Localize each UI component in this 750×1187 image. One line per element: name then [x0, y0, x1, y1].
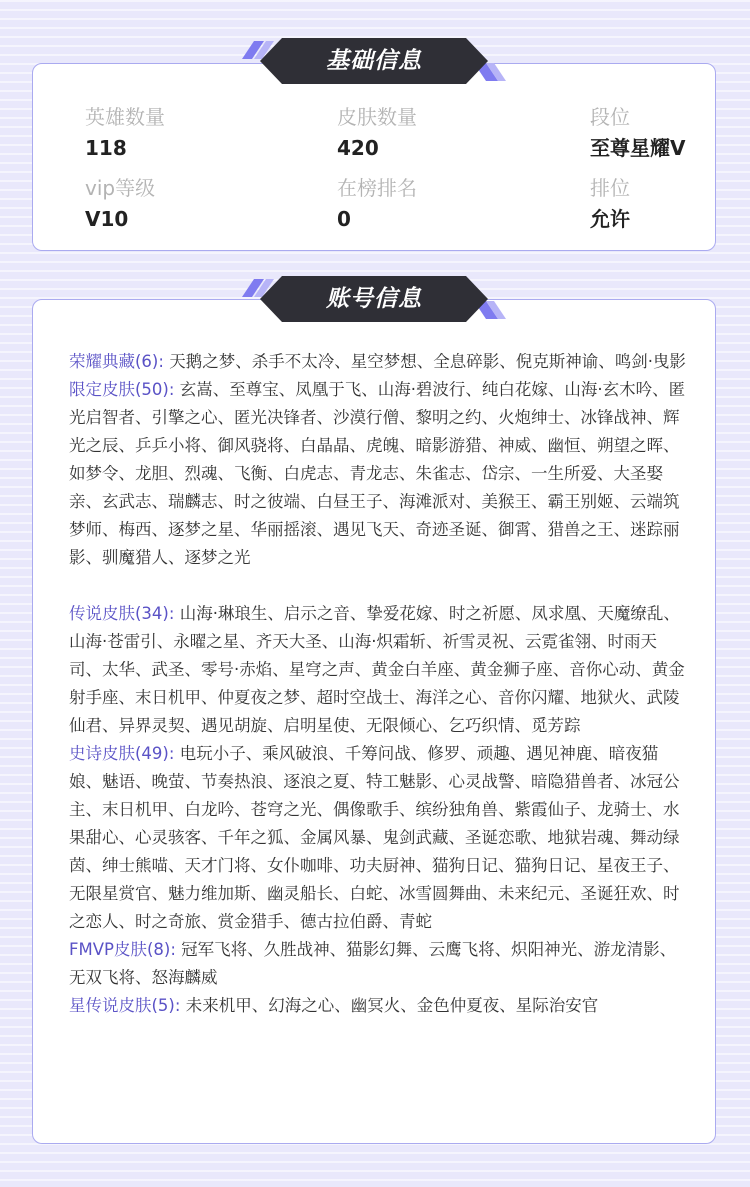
account-info-card — [32, 299, 716, 1144]
stat-value: 0 — [337, 207, 351, 231]
stat-value: 至尊星耀V — [590, 136, 686, 160]
stat-label: 段位 — [590, 105, 630, 129]
skin-items: 未来机甲、幻海之心、幽冥火、金色仲夏夜、星际治安官 — [185, 996, 599, 1015]
skin-category: FMVP皮肤(8): — [69, 940, 176, 959]
stat-leaderboard-rank — [337, 175, 417, 232]
stat-rank-tier — [590, 104, 685, 161]
skin-category: 星传说皮肤(5): — [69, 996, 181, 1015]
skin-items: 玄嵩、至尊宝、凤凰于飞、山海·碧波行、纯白花嫁、山海·玄木吟、匿光启智者、引擎之心、匿光决锋者、沙漠行僧、黎明之约、火炮绅士、冰锋战神、辉光之辰、乒乒小将、御风骁将、白晶晶、虎魄、暗影游猎、神威、幽恒、朔望之晖、如梦令、龙胆、烈魂、飞衡、白虎志、青龙志、朱雀志、岱宗、一生所爱、大圣娶亲、玄武志、瑞麟志、时之彼端、白昼王子、海滩派对、美猴王、霸王别姬、云端筑梦师、梅西、逐梦之星、华丽摇滚、遇见飞天、奇迹圣诞、御霄、猎兽之王、迷踪丽影、驯魔猎人、逐梦之光 — [69, 380, 686, 567]
stat-label: 排位 — [590, 176, 630, 200]
account-info-header — [242, 276, 506, 322]
skin-items: 天鹅之梦、杀手不太冷、星空梦想、全息碎影、倪克斯神谕、鸣剑·曳影 — [169, 352, 686, 371]
stat-label: vip等级 — [85, 176, 156, 200]
skin-category: 传说皮肤(34): — [69, 604, 175, 623]
stat-hero-count — [85, 104, 165, 161]
stat-label: 英雄数量 — [85, 105, 165, 129]
section-title: 基础信息 — [326, 48, 422, 74]
skin-items: 冠军飞将、久胜战神、猫影幻舞、云鹰飞将、炽阳神光、游龙清影、无双飞将、怒海麟威 — [69, 940, 677, 987]
basic-info-header — [242, 38, 506, 84]
stat-ranked-allowed — [590, 175, 630, 232]
skin-category: 荣耀典藏(6): — [69, 352, 164, 371]
stat-value: 420 — [337, 136, 379, 160]
stat-label: 在榜排名 — [337, 176, 417, 200]
skin-group-star-legend — [69, 992, 689, 1020]
skin-items: 电玩小子、乘风破浪、千筹问战、修罗、顽趣、遇见神鹿、暗夜猫娘、魅语、晚萤、节奏热浪、逐浪之夏、特工魅影、心灵战警、暗隐猎兽者、冰冠公主、末日机甲、白龙吟、苍穹之光、偶像歌手、缤纷独角兽、紫霞仙子、龙骑士、水果甜心、心灵骇客、千年之狐、金属风暴、鬼剑武藏、圣诞恋歌、地狱岩魂、舞动绿茵、绅士熊喵、天才门将、女仆咖啡、功夫厨神、猫狗日记、猫狗日记、星夜王子、无限星赏官、魅力维加斯、幽灵船长、白蛇、冰雪圆舞曲、未来纪元、圣诞狂欢、时之恋人、时之奇旅、赏金猎手、德古拉伯爵、青蛇 — [69, 744, 680, 931]
skin-category: 史诗皮肤(49): — [69, 744, 175, 763]
skin-group-glory-collection — [69, 348, 689, 376]
basic-info-card — [32, 63, 716, 251]
stat-value: 允许 — [590, 207, 630, 231]
section-title: 账号信息 — [326, 286, 422, 312]
stat-value: 118 — [85, 136, 127, 160]
skin-list — [69, 348, 689, 1020]
spacer — [69, 572, 689, 600]
skin-category: 限定皮肤(50): — [69, 380, 175, 399]
stat-value: V10 — [85, 207, 129, 231]
skin-group-fmvp — [69, 936, 689, 992]
skin-group-limited — [69, 376, 689, 572]
skin-items: 山海·琳琅生、启示之音、挚爱花嫁、时之祈愿、凤求凰、天魔缭乱、山海·苍雷引、永曜之星、齐天大圣、山海·炽霜斩、祈雪灵祝、云霓雀翎、时雨天司、太华、武圣、零号·赤焰、星穹之声、黄金白羊座、黄金狮子座、音你心动、黄金射手座、末日机甲、仲夏夜之梦、超时空战士、海洋之心、音你闪耀、地狱火、武陵仙君、异界灵契、遇见胡旋、启明星使、无限倾心、乞巧织情、觅芳踪 — [69, 604, 685, 735]
stat-skin-count — [337, 104, 417, 161]
skin-group-legend — [69, 600, 689, 740]
stat-label: 皮肤数量 — [337, 105, 417, 129]
skin-group-epic — [69, 740, 689, 936]
stat-vip-level — [85, 175, 155, 232]
